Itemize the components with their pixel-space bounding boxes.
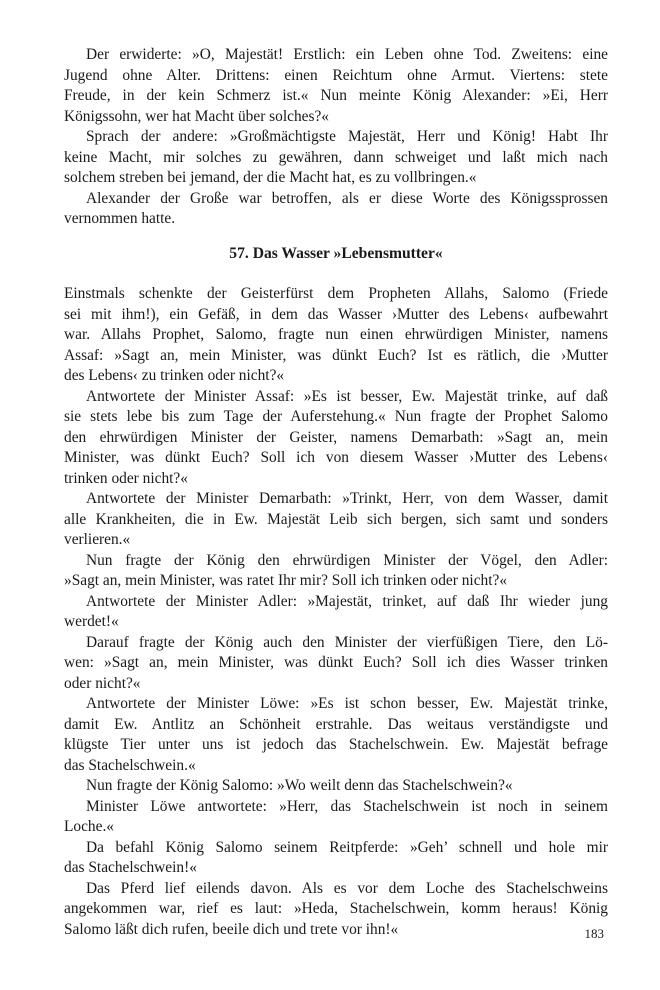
paragraph <box>64 489 608 551</box>
text-line: das Stachelschwein.« <box>64 756 196 774</box>
text-line: alle Krankheiten, die in Ew. Majestät Leib sich bergen, sich samt und sonders <box>64 510 608 528</box>
text-line: Salomo läßt dich rufen, beeile dich und trete vor ihn!« <box>64 920 399 938</box>
text-line: Assaf: »Sagt an, mein Minister, was dünkt Euch? Ist es rätlich, die ›Mutter <box>64 346 608 364</box>
text-line: vernommen hatte. <box>64 210 176 227</box>
text-line: trinken oder nicht?« <box>64 469 188 487</box>
text-line: Antwortete der Minister Adler: »Majestät, trinket, auf daß Ihr wieder jung <box>86 592 608 610</box>
text-block <box>64 45 608 940</box>
text-line: Antwortete der Minister Assaf: »Es ist besser, Ew. Majestät trinke, auf daß <box>86 387 608 405</box>
text-line: oder nicht?« <box>64 674 141 692</box>
text-line: war. Allahs Prophet, Salomo, fragte nun einen ehrwürdigen Minister, namens <box>64 326 608 343</box>
text-line: Nun fragte der König Salomo: »Wo weilt denn das Stachelschwein?« <box>86 777 513 794</box>
text-line: Darauf fragte der König auch den Minister der vierfüßigen Tiere, den Lö- <box>86 633 608 651</box>
text-line: Jugend ohne Alter. Drittens: einen Reichtum ohne Armut. Viertens: stete <box>64 66 608 84</box>
text-line: den ehrwürdigen Minister der Geister, namens Demarbath: »Sagt an, mein <box>64 428 608 446</box>
text-line: Das Pferd lief eilends davon. Als es vor dem Loche des Stachelschweins <box>86 879 608 897</box>
paragraph <box>64 694 608 776</box>
paragraph <box>64 797 608 838</box>
text-line: Königssohn, wer hat Macht über solches?« <box>64 107 329 125</box>
paragraph <box>64 189 608 230</box>
page-number: 183 <box>584 926 604 941</box>
text-line: Loche.« <box>64 818 114 835</box>
text-line: Der erwiderte: »O, Majestät! Erstlich: ein Leben ohne Tod. Zweitens: eine <box>86 46 608 63</box>
paragraph <box>64 776 608 797</box>
text-line: klügste Tier unter uns ist jedoch das Stachelschwein. Ew. Majestät befrage <box>64 736 608 753</box>
text-line: Alexander der Große war betroffen, als er diese Worte des Königssprossen <box>86 189 608 207</box>
paragraph <box>64 45 608 127</box>
paragraph <box>64 592 608 633</box>
text-line: werdet!« <box>64 613 119 630</box>
paragraph <box>64 838 608 879</box>
section-heading: 57. Das Wasser »Lebensmutter« <box>229 244 443 262</box>
text-line: Da befahl König Salomo seinem Reitpferde: »Geh’ schnell und hole mir <box>86 838 608 856</box>
text-line: Freude, in der kein Schmerz ist.« Nun meinte König Alexander: »Ei, Herr <box>64 87 608 104</box>
text-line: sei mit ihm!), ein Gefäß, in dem das Wasser ›Mutter des Lebens‹ aufbewahrt <box>64 305 608 323</box>
text-line: keine Macht, mir solches zu gewähren, dann schweiget und laßt mich nach <box>64 148 608 166</box>
text-line: Minister Löwe antwortete: »Herr, das Stachelschwein ist noch in seinem <box>86 797 608 815</box>
text-line: damit Ew. Antlitz an Schönheit erstrahle. Das weitaus verständigste und <box>64 715 608 733</box>
text-line: solchem streben bei jemand, der die Macht hat, es zu vollbringen.« <box>64 169 477 186</box>
paragraph <box>64 633 608 695</box>
text-line: »Sagt an, mein Minister, was ratet Ihr mir? Soll ich trinken oder nicht?« <box>64 572 508 589</box>
text-line: Nun fragte der König den ehrwürdigen Minister der Vögel, den Adler: <box>86 551 608 569</box>
text-line: sie stets lebe bis zum Tage der Auferstehung.« Nun fragte der Prophet Salomo <box>64 408 608 425</box>
text-line: das Stachelschwein!« <box>64 859 197 876</box>
text-line: Sprach der andere: »Großmächtigste Majestät, Herr und König! Habt Ihr <box>86 128 608 145</box>
text-line: Einstmals schenkte der Geisterfürst dem Propheten Allahs, Salomo (Friede <box>64 285 608 302</box>
text-line: angekommen war, rief es laut: »Heda, Stachelschwein, komm heraus! König <box>64 900 608 917</box>
text-line: wen: »Sagt an, mein Minister, was dünkt Euch? Soll ich dies Wasser trinken <box>64 654 608 671</box>
text-line: Antwortete der Minister Löwe: »Es ist schon besser, Ew. Majestät trinke, <box>86 695 608 712</box>
text-line: Minister, was dünkt Euch? Soll ich von diesem Wasser ›Mutter des Lebens‹ <box>64 449 608 466</box>
paragraph <box>64 284 608 387</box>
paragraph <box>64 127 608 189</box>
text-line: Antwortete der Minister Demarbath: »Trinkt, Herr, von dem Wasser, damit <box>86 490 608 507</box>
paragraph <box>64 879 608 941</box>
paragraph <box>64 387 608 490</box>
paragraph <box>64 551 608 592</box>
text-line: des Lebens‹ zu trinken oder nicht?« <box>64 367 285 384</box>
text-line: verlieren.« <box>64 531 131 548</box>
